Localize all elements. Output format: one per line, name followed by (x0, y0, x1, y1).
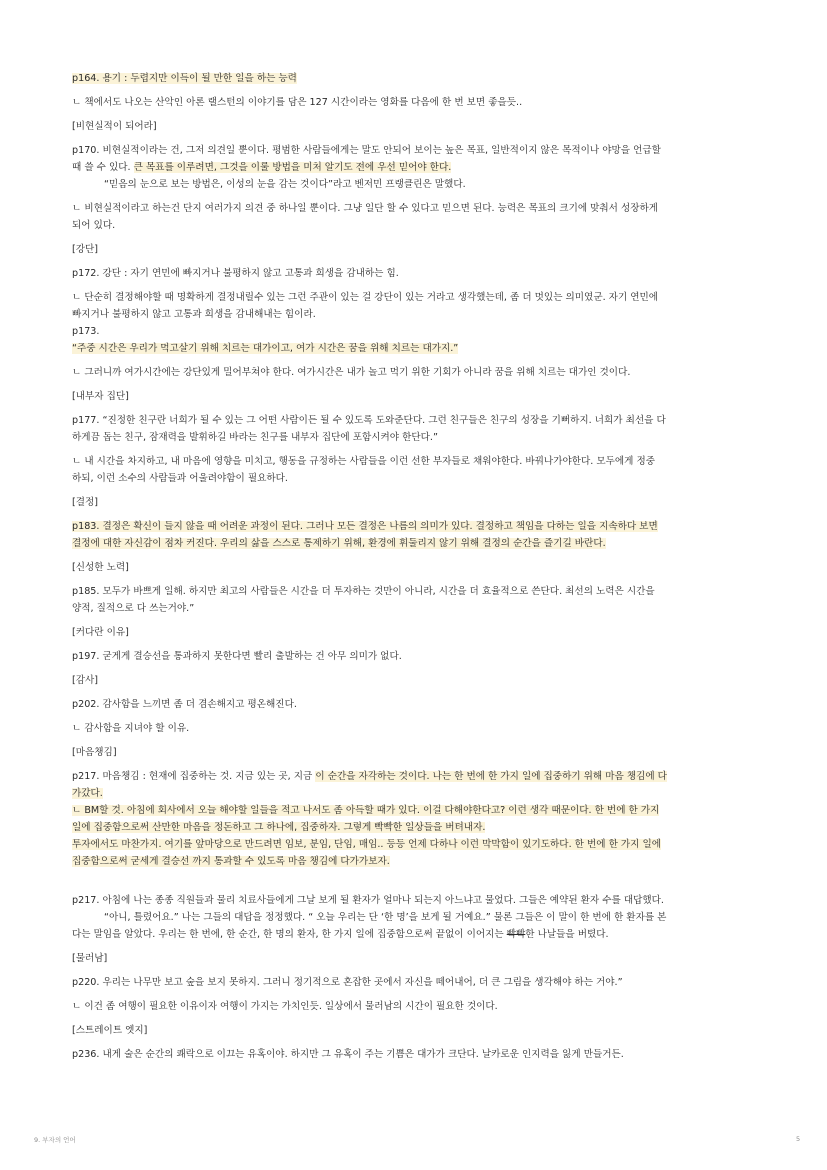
text-line: p170. 비현실적이라는 건, 그저 의견일 뿐이다. 평범한 사람들에게는 말도 안되어 보이는 높은 목표, 일반적이지 않은 목적이나 야망을 언급할 (72, 145, 661, 156)
highlighted-text: ㄴ BM할 것. 아침에 회사에서 오늘 해야할 일들을 적고 나서도 좀 아득할 때가 있다. 이걸 다해야한다고? 이런 생각 때문이다. 한 번에 한 가지 (72, 805, 660, 816)
highlighted-text: 이 순간을 자각하는 것이다. 나는 한 번에 한 가지 일에 집중하기 위해 마음 챙김에 다 (315, 771, 667, 782)
section-heading: [내부자 집단] (72, 391, 129, 402)
highlighted-text: 집중함으로써 굳세게 결승선 까지 통과할 수 있도록 마음 챙김에 다가가보자. (72, 856, 390, 867)
text-line (72, 70, 758, 87)
text-line (72, 768, 758, 785)
section-heading: [스트레이트 엣지] (72, 1025, 148, 1036)
text-line: 되어 있다. (72, 220, 116, 231)
highlighted-text: p183. 결정은 확신이 들지 않을 때 어려운 과정이 된다. 그러나 모든 결정은 나름의 의미가 있다. 결정하고 책임을 다하는 일을 지속하다 보면 (72, 521, 658, 532)
text-line: ㄴ 비현실적이라고 하는건 단지 여러가지 의견 중 하나일 뿐이다. 그냥 일단 할 수 있다고 믿으면 된다. 능력은 목표의 크기에 맞춰서 성장하게 (72, 203, 659, 214)
text-line: ㄴ 단순히 결정해야할 때 명확하게 결정내릴수 있는 그런 주관이 있는 걸 강단이 있는 거라고 생각했는데, 좀 더 멋있는 의미였군. 자기 연민에 (72, 292, 659, 303)
highlighted-text: 일에 집중함으로써 산만한 마음을 정돈하고 그 하나에, 집중하자. 그렇게 빡빡한 일상들을 버텨내자. (72, 822, 486, 833)
text-line: p236. 내게 술은 순간의 쾌락으로 이끄는 유혹이야. 하지만 그 유혹이 주는 기쁨은 대가가 크단다. 날카로운 인지력을 잃게 만들거든. (72, 1049, 624, 1060)
section-heading: [커다란 이유] (72, 627, 129, 638)
text-line: 하되, 이런 소수의 사람들과 어울려야함이 필요하다. (72, 473, 288, 484)
highlighted-text: p164. 용기 : 두렵지만 이득이 될 만한 일을 하는 능력 (72, 73, 297, 84)
text-line: 양적, 질적으로 다 쓰는거야.” (72, 603, 195, 614)
text-line: p185. 모두가 바쁘게 일해. 하지만 최고의 사람들은 시간을 더 투자하는 것만이 아니라, 시간을 더 효율적으로 쓴단다. 최선의 노력은 시간을 (72, 586, 655, 597)
text-line: p177. “진정한 친구란 너희가 될 수 있는 그 어떤 사람이든 될 수 있도록 도와준단다. 그런 친구들은 친구의 성장을 기뻐하지. 너희가 최선을 다 (72, 415, 666, 426)
text-line (72, 853, 758, 870)
text-line (72, 785, 758, 802)
text-line: ㄴ 책에서도 나오는 산악인 아론 랠스턴의 이야기를 담은 127 시간이라는 영화를 다음에 한 번 보면 좋을듯.. (72, 97, 523, 108)
text-line (72, 836, 758, 853)
highlighted-text: 투자에서도 마찬가지. 여기를 앞마당으로 만드려면 임보, 분임, 단임, 매임.. 등등 언제 다하나 이런 막막함이 있기도하다. 한 번에 한 가지 일에 (72, 839, 662, 850)
section-heading: [감사] (72, 675, 99, 686)
plain-text: 때 쓸 수 있다. (72, 162, 134, 173)
text-line (72, 802, 758, 819)
section-heading: [마음챙김] (72, 747, 117, 758)
text-line: ㄴ 이건 좀 여행이 필요한 이유이자 여행이 가지는 가치인듯. 일상에서 물러남의 시간이 필요한 것이다. (72, 1001, 498, 1012)
quote-line: “믿음의 눈으로 보는 방법은, 이성의 눈을 감는 것이다”라고 벤저민 프랭클린은 말했다. (104, 179, 466, 190)
text-line (72, 926, 758, 943)
text-line: ㄴ 감사함을 지녀야 할 이유. (72, 723, 190, 734)
page-number: 5 (796, 1135, 801, 1143)
section-heading: [비현실적이 되어라] (72, 121, 157, 132)
text-line: p217. 아침에 나는 종종 직원들과 물리 치료사들에게 그날 보게 될 환자가 얼마나 되는지 아느냐고 물었다. 그들은 예약된 환자 수를 대답했다. (72, 895, 664, 906)
text-line (72, 159, 758, 176)
struck-text: 빡빡 (506, 929, 526, 940)
highlighted-text: 가갔다. (72, 788, 103, 799)
text-line: p173. (72, 326, 100, 337)
section-heading: [강단] (72, 244, 99, 255)
highlighted-text: “주중 시간은 우리가 먹고살기 위해 치르는 대가이고, 여가 시간은 꿈을 위해 치르는 대가지.” (72, 343, 459, 354)
text-line (72, 819, 758, 836)
text-line: ㄴ 내 시간을 차지하고, 내 마음에 영향을 미치고, 행동을 규정하는 사람들을 이런 선한 부자들로 채워야한다. 바꿔나가야한다. 모두에게 정중 (72, 456, 656, 467)
text-line: 하게끔 돕는 친구, 잠재력을 발휘하길 바라는 친구를 내부자 집단에 포함시켜야 한단다.” (72, 432, 438, 443)
text-line: ㄴ 그러니까 여가시간에는 강단있게 밀어부쳐야 한다. 여가시간은 내가 놀고 먹기 위한 기회가 아니라 꿈을 위해 치르는 대가인 것이다. (72, 367, 631, 378)
section-heading: [신성한 노력] (72, 562, 129, 573)
text-line: p172. 강단 : 자기 연민에 빠지거나 불평하지 않고 고통과 희생을 감내하는 힘. (72, 268, 399, 279)
plain-text: 한 나날들을 버텼다. (525, 929, 609, 940)
document-body (72, 70, 758, 1063)
highlighted-text: 큰 목표를 이루려면, 그것을 이룰 방법을 미처 알기도 전에 우선 믿어야 한다. (133, 162, 452, 173)
section-heading: [물러남] (72, 953, 108, 964)
text-line (72, 518, 758, 535)
section-heading: [결정] (72, 497, 99, 508)
text-line: p220. 우리는 나무만 보고 숲을 보지 못하지. 그러니 정기적으로 혼잡한 곳에서 자신을 떼어내어, 더 큰 그림을 생각해야 하는 거야.” (72, 977, 623, 988)
text-line: p202. 감사함을 느끼면 좀 더 겸손해지고 평온해진다. (72, 699, 297, 710)
highlighted-text: 결정에 대한 자신감이 점차 커진다. 우리의 삶을 스스로 통제하기 위해, 환경에 휘둘리지 않기 위해 결정의 순간을 즐기길 바란다. (72, 538, 606, 549)
plain-text: 다는 말임을 알았다. 우리는 한 번에, 한 순간, 한 명의 환자, 한 가지 일에 집중함으로써 끝없이 이어지는 (72, 929, 507, 940)
text-line (72, 340, 758, 357)
text-line: 빠지거나 불평하지 않고 고통과 희생을 감내해내는 힘이라. (72, 309, 316, 320)
text-line (72, 535, 758, 552)
quote-line: “아니, 틀렸어요.” 나는 그들의 대답을 정정했다. “ 오늘 우리는 단 ‘한 명’을 보게 될 거예요.” 물론 그들은 이 말이 한 번에 한 환자를 본 (104, 912, 667, 923)
footer-title: 9. 부자의 언어 (34, 1136, 76, 1144)
text-line: p197. 굳게게 결승선을 통과하지 못한다면 빨리 출발하는 건 아무 의미가 없다. (72, 651, 402, 662)
plain-text: p217. 마음챙김 : 현재에 집중하는 것. 지금 있는 곳, 지금 (72, 771, 316, 782)
